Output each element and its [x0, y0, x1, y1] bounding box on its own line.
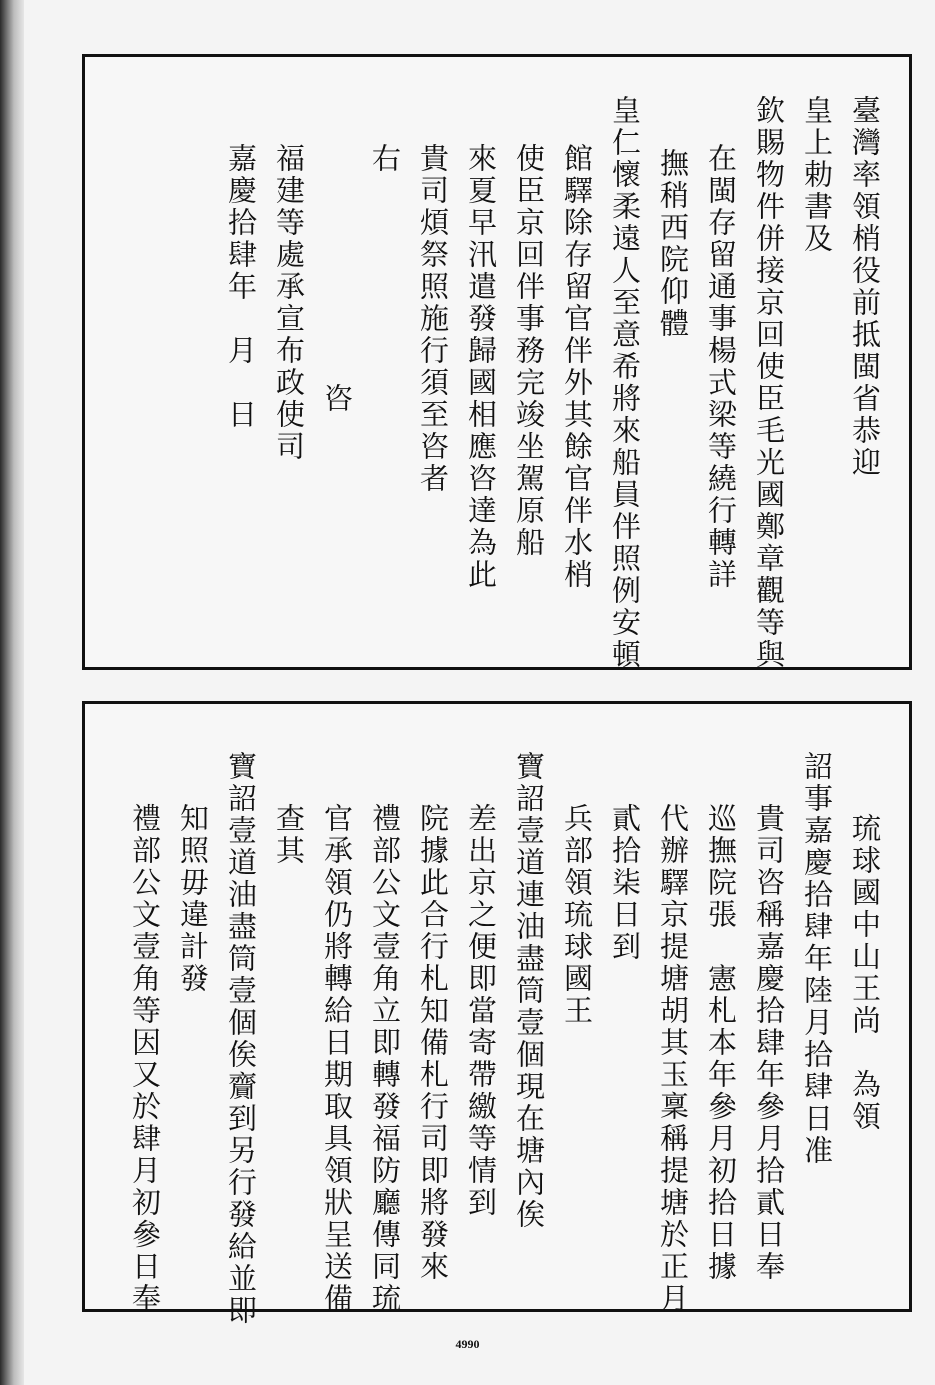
top-column: 皇仁懷柔遠人至意希將來船員伴照例安頓: [608, 95, 642, 671]
top-panel-columns: [85, 57, 909, 671]
top-column: 右: [368, 143, 402, 175]
bottom-column: 代辦驛京提塘胡其玉稟稱提塘於正月: [656, 803, 690, 1315]
bottom-column: 貴司咨稱嘉慶拾肆年參月拾貳日奉: [752, 803, 786, 1283]
bottom-column: 院據此合行札知備札行司即將發來: [416, 803, 450, 1283]
bottom-column: 詔事嘉慶拾肆年陸月拾肆日准: [800, 751, 834, 1167]
top-column: 臺灣率領梢役前抵閩省恭迎: [848, 95, 882, 479]
bottom-column: 寶詔壹道油盡筒壹個俟齎到另行發給並即: [224, 751, 258, 1327]
bottom-column: 知照毋違計發: [176, 803, 210, 995]
top-column: 貴司煩祭照施行須至咨者: [416, 143, 450, 495]
bottom-column: 巡撫院張 憲札本年參月初拾日據: [704, 803, 738, 1283]
bottom-column: 琉球國中山王尚 為領: [848, 813, 882, 1133]
document-panel-top: [82, 54, 912, 670]
bottom-column: 差出京之便即當寄帶繳等情到: [464, 803, 498, 1219]
bottom-panel-columns: [85, 704, 909, 1327]
bottom-column: 禮部公文壹角立即轉發福防廳傳同琉: [368, 803, 402, 1315]
top-column: 咨: [320, 383, 354, 415]
top-column: 欽賜物件併接京回使臣毛光國鄭章觀等與: [752, 95, 786, 671]
bottom-column: 禮部公文壹角等因又於肆月初參日奉: [128, 803, 162, 1315]
top-column: 嘉慶拾肆年 月 日: [224, 143, 258, 431]
document-panel-bottom: [82, 701, 912, 1327]
top-column: 使臣京回伴事務完竣坐駕原船: [512, 143, 546, 559]
top-column: 福建等處承宣布政使司: [272, 143, 306, 463]
top-column: 來夏早汛遣發歸國相應咨達為此: [464, 143, 498, 591]
book-binding-shadow: [0, 0, 24, 1385]
top-column: 皇上勅書及: [800, 95, 834, 255]
top-column: 在閩存留通事楊式梁等繞行轉詳: [704, 143, 738, 591]
bottom-column: 兵部領琉球國王: [560, 803, 594, 1027]
bottom-column: 寶詔壹道連油盡筒壹個現在塘內俟: [512, 751, 546, 1231]
page-number: 4990: [455, 1337, 480, 1351]
top-column: 撫稍西院仰體: [656, 148, 690, 340]
bottom-column: 查其: [272, 803, 306, 867]
bottom-column: 官承領仍將轉給日期取具領狀呈送備: [320, 803, 354, 1315]
top-column: 館驛除存留官伴外其餘官伴水梢: [560, 143, 594, 591]
bottom-column: 貳拾柒日到: [608, 803, 642, 963]
